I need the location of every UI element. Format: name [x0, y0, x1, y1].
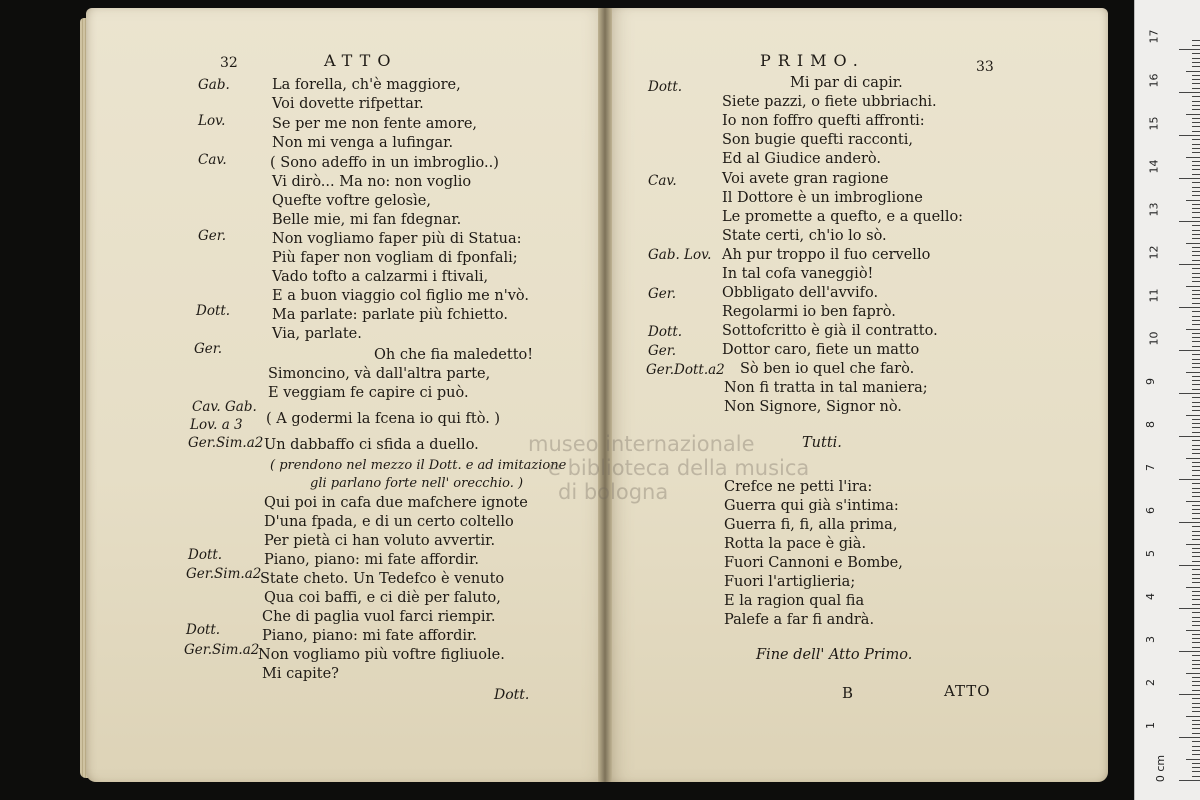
ruler-tick: [1192, 337, 1200, 338]
tutti-label: Tutti.: [802, 435, 842, 451]
ruler-tick: [1192, 427, 1200, 428]
ruler-tick: [1192, 582, 1200, 583]
ruler-tick: [1192, 488, 1200, 489]
ruler-tick: [1192, 88, 1200, 89]
speaker: Ger.Sim.a2: [184, 642, 260, 658]
ruler-tick: [1192, 569, 1200, 570]
verse-line: Via, parlate.: [272, 326, 362, 342]
ruler-tick: [1192, 333, 1200, 334]
ruler-tick: [1179, 135, 1200, 136]
ruler-number: 10: [1147, 331, 1161, 346]
verse-line: Che di paglia vuol farci riempir.: [262, 609, 496, 625]
verse-line: Non fi tratta in tal maniera;: [724, 380, 928, 396]
ruler-tick: [1179, 565, 1200, 566]
ruler-tick: [1186, 759, 1200, 760]
ruler-tick: [1192, 131, 1200, 132]
ruler-number: 15: [1147, 116, 1161, 131]
ruler-number: 5: [1144, 550, 1157, 557]
ruler-tick: [1192, 273, 1200, 274]
verse-line: Non vogliamo faper più di Statua:: [272, 231, 522, 247]
ruler-tick: [1179, 264, 1200, 265]
ruler-tick: [1192, 754, 1200, 755]
ruler-tick: [1192, 311, 1200, 312]
ruler-number: 4: [1144, 593, 1157, 600]
ruler-number: 9: [1144, 378, 1157, 385]
ruler-number: 1: [1144, 722, 1157, 729]
ruler-tick: [1192, 483, 1200, 484]
ruler-tick: [1192, 277, 1200, 278]
ruler-tick: [1192, 225, 1200, 226]
verse-line: Regolarmi io ben faprò.: [722, 304, 896, 320]
ruler-tick: [1192, 668, 1200, 669]
ruler-tick: [1179, 694, 1200, 695]
ruler-number: 11: [1147, 288, 1161, 303]
ruler-number: 3: [1144, 636, 1157, 643]
verse-line: Se per me non fente amore,: [272, 116, 478, 132]
ruler-tick: [1192, 513, 1200, 514]
verse-line: Simoncino, và dall'altra parte,: [268, 366, 491, 382]
ruler-tick: [1192, 169, 1200, 170]
verse-line: E la ragion qual fia: [724, 593, 865, 609]
ruler-tick: [1192, 238, 1200, 239]
ruler-tick: [1192, 453, 1200, 454]
verse-line: Guerra qui già s'intima:: [724, 498, 899, 514]
running-header: PRIMO.: [760, 51, 865, 70]
book-gutter: [598, 8, 612, 782]
verse-line: Belle mie, mi fan fdegnar.: [272, 212, 462, 228]
ruler-tick: [1192, 771, 1200, 772]
ruler-tick: [1192, 496, 1200, 497]
ruler-tick: [1186, 114, 1200, 115]
ruler-tick: [1192, 341, 1200, 342]
ruler-tick: [1192, 380, 1200, 381]
verse-line: Crefce ne petti l'ira:: [724, 479, 873, 495]
ruler-tick: [1192, 281, 1200, 282]
ruler-tick: [1192, 101, 1200, 102]
verse-line: Non vogliamo più voftre figliuole.: [258, 647, 505, 663]
ruler-number: 17: [1147, 29, 1161, 44]
ruler-tick: [1186, 630, 1200, 631]
verse-line: Rotta la pace è già.: [724, 536, 867, 552]
verse-line: Dottor caro, fiete un matto: [722, 342, 920, 358]
verse-line: Palefe a far fi andrà.: [724, 612, 875, 628]
ruler-tick: [1192, 750, 1200, 751]
ruler-tick: [1192, 531, 1200, 532]
ruler-tick: [1186, 157, 1200, 158]
end-of-act: Fine dell' Atto Primo.: [756, 647, 913, 663]
ruler-tick: [1192, 152, 1200, 153]
ruler-tick: [1192, 763, 1200, 764]
ruler-tick: [1192, 410, 1200, 411]
ruler-tick: [1192, 255, 1200, 256]
ruler-tick: [1192, 539, 1200, 540]
ruler-tick: [1192, 182, 1200, 183]
verse-line: La forella, ch'è maggiore,: [272, 77, 461, 93]
ruler-tick: [1192, 126, 1200, 127]
ruler-tick: [1186, 329, 1200, 330]
ruler-tick: [1192, 294, 1200, 295]
verse-line: Non Signore, Signor nò.: [724, 399, 902, 415]
ruler-tick: [1186, 501, 1200, 502]
verse-line: Ma parlate: parlate più fchietto.: [272, 307, 508, 323]
ruler-tick: [1179, 92, 1200, 93]
ruler-tick: [1179, 49, 1200, 50]
ruler-tick: [1192, 320, 1200, 321]
speaker: Ger.Dott.a2: [646, 362, 725, 378]
ruler-tick: [1192, 578, 1200, 579]
ruler-tick: [1192, 298, 1200, 299]
verse-line: Fuori l'artiglieria;: [724, 574, 856, 590]
stage-direction: gli parlano forte nell' orecchio. ): [310, 476, 524, 491]
ruler-tick: [1192, 746, 1200, 747]
ruler-tick: [1192, 440, 1200, 441]
ruler-tick: [1192, 423, 1200, 424]
ruler-tick: [1179, 522, 1200, 523]
ruler-tick: [1179, 436, 1200, 437]
ruler-number: 12: [1147, 245, 1161, 260]
ruler-tick: [1192, 247, 1200, 248]
ruler-tick: [1192, 720, 1200, 721]
speaker: Dott.: [186, 622, 221, 638]
ruler-tick: [1192, 647, 1200, 648]
verse-line: Obbligato dell'avvifo.: [722, 285, 879, 301]
ruler-tick: [1179, 608, 1200, 609]
ruler-tick: [1192, 642, 1200, 643]
catchword: Dott.: [494, 687, 530, 703]
ruler-tick: [1192, 621, 1200, 622]
watermark-line: di bologna: [558, 480, 669, 504]
stage-direction: ( prendono nel mezzo il Dott. e ad imitazione: [270, 458, 567, 473]
verse-line: Piano, piano: mi fate affordir.: [262, 628, 477, 644]
verse-line: Sò ben io quel che farò.: [740, 361, 915, 377]
verse-line: Non mi venga a lufingar.: [272, 135, 454, 151]
verse-line: Ed al Giudice anderò.: [722, 151, 882, 167]
speaker: Cav.: [648, 173, 677, 189]
ruler-tick: [1192, 217, 1200, 218]
verse-line: Per pietà ci han voluto avvertir.: [264, 533, 496, 549]
verse-line: Piano, piano: mi fate affordir.: [264, 552, 479, 568]
speaker: Ger.Sim.a2: [188, 435, 264, 451]
ruler-number: 7: [1144, 464, 1157, 471]
ruler-tick: [1192, 707, 1200, 708]
ruler-tick: [1192, 105, 1200, 106]
verse-line: Quefte voftre gelosìe,: [272, 193, 431, 209]
ruler-tick: [1192, 406, 1200, 407]
ruler-tick: [1192, 677, 1200, 678]
verse-line: Ah pur troppo il fuo cervello: [722, 247, 931, 263]
speaker: Ger.: [194, 341, 223, 357]
ruler-tick: [1186, 544, 1200, 545]
verse-line: Guerra fi, fi, alla prima,: [724, 517, 898, 533]
verse-line: State certi, ch'io lo sò.: [722, 228, 887, 244]
ruler-tick: [1192, 604, 1200, 605]
watermark-line: museo internazionale: [528, 432, 755, 456]
verse-line: Un dabbaffo ci sfida a duello.: [264, 437, 479, 453]
ruler-tick: [1192, 599, 1200, 600]
ruler-tick: [1192, 230, 1200, 231]
ruler-tick: [1192, 634, 1200, 635]
ruler-tick: [1179, 737, 1200, 738]
verse-line: Voi dovette rifpettar.: [272, 96, 424, 112]
verse-line: In tal cofa vaneggiò!: [722, 266, 874, 282]
speaker: Cav.: [198, 152, 227, 168]
ruler-number: 14: [1147, 159, 1161, 174]
signature-mark: B: [842, 684, 854, 702]
ruler-tick: [1192, 75, 1200, 76]
speaker: Cav. Gab.: [192, 399, 257, 415]
ruler-tick: [1192, 402, 1200, 403]
ruler-tick: [1192, 161, 1200, 162]
ruler-unit: 0 cm: [1154, 754, 1168, 783]
verse-line: ( Sono adeffo in un imbroglio..): [270, 155, 499, 171]
ruler-tick: [1186, 716, 1200, 717]
ruler-tick: [1192, 561, 1200, 562]
ruler-tick: [1192, 776, 1200, 777]
speaker: Dott.: [196, 303, 231, 319]
verse-line: Il Dottore è un imbroglione: [722, 190, 923, 206]
verse-line: E a buon viaggio col figlio me n'vò.: [272, 288, 529, 304]
ruler-tick: [1192, 208, 1200, 209]
ruler-tick: [1192, 595, 1200, 596]
ruler-tick: [1179, 350, 1200, 351]
ruler-tick: [1192, 574, 1200, 575]
ruler-tick: [1192, 625, 1200, 626]
ruler-tick: [1192, 191, 1200, 192]
library-watermark: [528, 432, 809, 504]
ruler-tick: [1192, 733, 1200, 734]
ruler-tick: [1186, 415, 1200, 416]
ruler-tick: [1192, 548, 1200, 549]
ruler-tick: [1179, 393, 1200, 394]
ruler-tick: [1192, 703, 1200, 704]
speaker: Dott.: [188, 547, 223, 563]
watermark-line: e biblioteca della musica: [548, 456, 810, 480]
ruler-tick: [1192, 466, 1200, 467]
page-number: 33: [976, 59, 994, 75]
verse-line: Fuori Cannoni e Bombe,: [724, 555, 903, 571]
verse-line: Più faper non vogliam di fponfali;: [272, 250, 518, 266]
ruler-tick: [1192, 45, 1200, 46]
ruler-tick: [1192, 470, 1200, 471]
ruler-tick: [1179, 221, 1200, 222]
verse-line: Mi capite?: [262, 666, 339, 682]
ruler-tick: [1192, 139, 1200, 140]
ruler-tick: [1192, 617, 1200, 618]
speaker: Lov.: [198, 113, 226, 129]
verse-line: Vado tofto a calzarmi i ftivali,: [272, 269, 489, 285]
verse-line: Mi par di capir.: [790, 75, 903, 91]
verse-line: Siete pazzi, o fiete ubbriachi.: [722, 94, 937, 110]
ruler-number: 6: [1144, 507, 1157, 514]
catchword: ATTO: [944, 682, 991, 700]
ruler-tick: [1192, 376, 1200, 377]
ruler-tick: [1192, 445, 1200, 446]
ruler-tick: [1192, 66, 1200, 67]
ruler-tick: [1192, 685, 1200, 686]
ruler-tick: [1192, 419, 1200, 420]
ruler-tick: [1192, 195, 1200, 196]
page-number: 32: [220, 55, 238, 71]
ruler-tick: [1192, 535, 1200, 536]
verse-line: Sottofcritto è già il contratto.: [722, 323, 938, 339]
ruler-number: 2: [1144, 679, 1157, 686]
ruler-tick: [1192, 526, 1200, 527]
verse-line: E veggiam fe capire ci può.: [268, 385, 469, 401]
ruler-tick: [1192, 367, 1200, 368]
ruler-tick: [1192, 591, 1200, 592]
ruler-tick: [1179, 651, 1200, 652]
ruler-tick: [1192, 212, 1200, 213]
ruler-tick: [1192, 518, 1200, 519]
ruler-tick: [1192, 96, 1200, 97]
ruler-number: 16: [1147, 73, 1161, 88]
ruler-tick: [1192, 187, 1200, 188]
ruler-tick: [1192, 397, 1200, 398]
ruler-tick: [1192, 316, 1200, 317]
ruler-tick: [1192, 638, 1200, 639]
speaker: Ger.: [198, 228, 227, 244]
ruler-tick: [1192, 58, 1200, 59]
ruler-tick: [1192, 660, 1200, 661]
ruler-tick: [1192, 552, 1200, 553]
ruler-tick: [1186, 372, 1200, 373]
ruler-tick: [1192, 711, 1200, 712]
verse-line: Oh che fia maledetto!: [374, 347, 534, 363]
open-book: [86, 8, 1108, 782]
ruler-tick: [1192, 690, 1200, 691]
speaker: Gab.: [198, 77, 230, 93]
ruler-tick: [1192, 475, 1200, 476]
ruler-tick: [1186, 243, 1200, 244]
ruler-tick: [1186, 458, 1200, 459]
ruler-tick: [1192, 556, 1200, 557]
ruler-tick: [1186, 286, 1200, 287]
measuring-ruler: [1134, 0, 1200, 800]
left-page: [86, 8, 612, 782]
ruler-tick: [1186, 587, 1200, 588]
speaker: Lov. a 3: [190, 417, 243, 433]
ruler-tick: [1179, 178, 1200, 179]
ruler-tick: [1179, 479, 1200, 480]
ruler-tick: [1192, 432, 1200, 433]
ruler-tick: [1179, 307, 1200, 308]
ruler-tick: [1192, 144, 1200, 145]
running-header: ATTO: [324, 51, 398, 70]
ruler-tick: [1192, 698, 1200, 699]
ruler-tick: [1192, 612, 1200, 613]
ruler-tick: [1192, 359, 1200, 360]
ruler-tick: [1192, 251, 1200, 252]
verse-line: Voi avete gran ragione: [722, 171, 889, 187]
ruler-number: 13: [1147, 202, 1161, 217]
ruler-tick: [1192, 354, 1200, 355]
ruler-tick: [1192, 303, 1200, 304]
ruler-tick: [1192, 268, 1200, 269]
ruler-tick: [1186, 200, 1200, 201]
ruler-tick: [1192, 505, 1200, 506]
ruler-tick: [1192, 324, 1200, 325]
verse-line: Le promette a quefto, e a quello:: [722, 209, 964, 225]
ruler-tick: [1192, 462, 1200, 463]
ruler-tick: [1192, 148, 1200, 149]
ruler-tick: [1186, 673, 1200, 674]
verse-line: ( A godermi la fcena io qui ftò. ): [266, 411, 501, 427]
ruler-tick: [1192, 767, 1200, 768]
speaker: Ger.Sim.a2: [186, 566, 262, 582]
ruler-tick: [1192, 724, 1200, 725]
ruler-tick: [1192, 260, 1200, 261]
speaker: Dott.: [648, 324, 683, 340]
ruler-tick: [1192, 109, 1200, 110]
ruler-tick: [1192, 492, 1200, 493]
verse-line: Qua coi baffi, e ci diè per faluto,: [264, 590, 501, 606]
ruler-tick: [1192, 741, 1200, 742]
ruler-tick: [1192, 79, 1200, 80]
ruler-tick: [1192, 449, 1200, 450]
ruler-tick: [1192, 290, 1200, 291]
speaker: Dott.: [648, 79, 683, 95]
speaker: Ger.: [648, 286, 677, 302]
ruler-tick: [1192, 346, 1200, 347]
ruler-tick: [1192, 234, 1200, 235]
ruler-tick: [1192, 384, 1200, 385]
ruler-tick: [1192, 40, 1200, 41]
ruler-tick: [1192, 118, 1200, 119]
ruler-tick: [1192, 728, 1200, 729]
ruler-tick: [1192, 174, 1200, 175]
ruler-tick: [1192, 389, 1200, 390]
verse-line: Son bugie quefti racconti,: [722, 132, 913, 148]
ruler-tick: [1192, 664, 1200, 665]
right-page: [604, 8, 1108, 782]
ruler-tick: [1192, 363, 1200, 364]
ruler-tick: [1192, 509, 1200, 510]
ruler-tick: [1179, 780, 1200, 781]
speaker: Ger.: [648, 343, 677, 359]
verse-line: Vi dirò... Ma no: non voglio: [272, 174, 472, 190]
ruler-tick: [1192, 62, 1200, 63]
ruler-tick: [1192, 681, 1200, 682]
verse-line: Io non foffro quefti affronti:: [722, 113, 925, 129]
speaker: Gab. Lov.: [648, 247, 712, 263]
verse-line: State cheto. Un Tedefco è venuto: [260, 571, 505, 587]
verse-line: D'una fpada, e di un certo coltello: [264, 514, 514, 530]
ruler-tick: [1192, 165, 1200, 166]
ruler-tick: [1186, 71, 1200, 72]
verse-line: Qui poi in cafa due mafchere ignote: [264, 495, 528, 511]
ruler-tick: [1192, 655, 1200, 656]
ruler-tick: [1192, 204, 1200, 205]
ruler-tick: [1192, 83, 1200, 84]
ruler-tick: [1192, 122, 1200, 123]
ruler-tick: [1192, 53, 1200, 54]
ruler-number: 8: [1144, 421, 1157, 428]
